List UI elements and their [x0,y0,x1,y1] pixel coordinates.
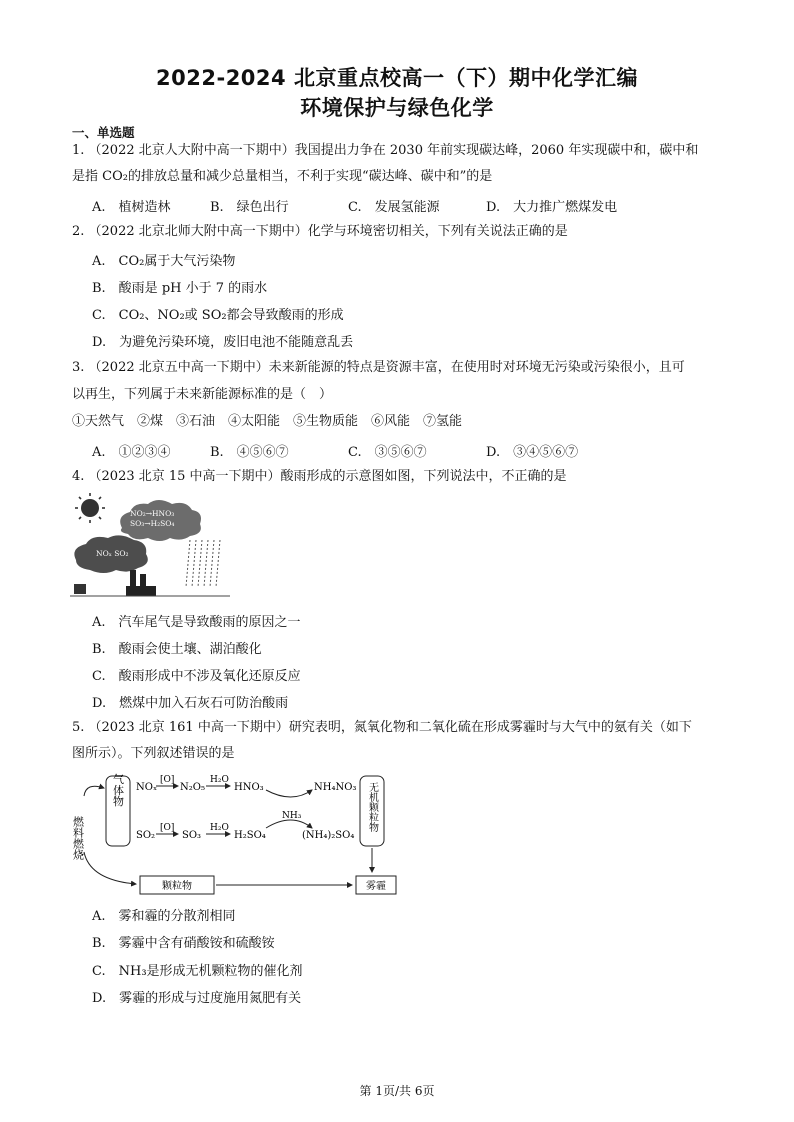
fuel-burning-label [72,815,85,860]
q2-option-c: C. CO₂、NO₂或 SO₂都会导致酸雨的形成 [92,308,344,323]
q4-stem: 4. （2023 北京 15 中高一下期中）酸雨形成的示意图如图，下列说法中，不正确的是 [72,469,567,484]
q5-stem-line2: 图所示）。下列叙述错误的是 [72,746,235,761]
nh3-label: NH₃ [282,811,302,821]
rain-icon [186,540,220,587]
r2-so2: SO₂ [136,830,156,841]
q3-stem-line1: 3. （2022 北京五中高一下期中）未来新能源的特点是资源丰富，在使用时对环境无污染或污染很小，且可 [72,360,685,375]
sun-icon [75,493,105,523]
q3-stem-line2: 以再生，下列属于未来新能源标准的是（ ） [72,387,333,402]
acid-rain-diagram [70,492,230,602]
r2-so3: SO₃ [182,830,202,841]
page-subtitle: 环境保护与绿色化学 [300,96,494,120]
q5-option-d: D. 雾霾的形成与过度施用氮肥有关 [92,991,302,1006]
r2-nh4so4: (NH₄)₂SO₄ [302,830,355,841]
q5-option-c: C. NH₃是形成无机颗粒物的催化剂 [92,964,303,979]
q5-option-b: B. 雾霾中含有硝酸铵和硫酸铵 [92,936,275,951]
q5-stem-line1: 5. （2023 北京 161 中高一下期中）研究表明，氮氧化物和二氧化硫在形成雾霾时与大气中的氨有关（如下 [72,720,692,735]
section-heading: 一、单选题 [72,125,135,140]
r1-hno3: HNO₃ [234,782,264,793]
q1-option-b: B. 绿色出行 [210,200,289,215]
cloud-label-2: SO₃→H₂SO₄ [130,519,175,528]
q3-option-c: C. ③⑤⑥⑦ [348,445,427,460]
smoke-label: NOₓ SO₂ [96,549,129,558]
r2-o: [O] [160,823,175,833]
page-title: 2022-2024 北京重点校高一（下）期中化学汇编 [156,66,638,90]
q3-items: ①天然气 ②煤 ③石油 ④太阳能 ⑤生物质能 ⑥风能 ⑦氢能 [72,414,463,429]
q3-option-d: D. ③④⑤⑥⑦ [486,445,579,460]
page-footer: 第 1页/共 6页 [359,1084,435,1098]
q4-option-b: B. 酸雨会使土壤、湖泊酸化 [92,642,262,657]
svg-text:燃料燃烧: 燃料燃烧 [71,816,85,860]
r1-h2o: H₂O [210,775,229,785]
q1-option-d: D. 大力推广燃煤发电 [486,200,618,215]
q4-option-d: D. 燃煤中加入石灰石可防治酸雨 [92,696,289,711]
cloud-label-1: NO₂→HNO₃ [130,509,175,518]
q1-stem-line1: 1. （2022 北京人大附中高一下期中）我国提出力争在 2030 年前实现碳达峰，2060 年实现碳中和，碳中和 [72,143,699,158]
q3-option-a: A. ①②③④ [92,445,171,460]
car-icon [74,584,86,594]
q1-option-a: A. 植树造林 [92,200,171,215]
r1-n2o5: N₂O₅ [180,782,205,793]
smog-formation-diagram [70,768,410,896]
r1-nox: NOₓ [136,782,158,793]
q2-option-b: B. 酸雨是 pH 小于 7 的雨水 [92,281,268,296]
q3-option-b: B. ④⑤⑥⑦ [210,445,289,460]
gas-label: 气体物 [111,773,125,807]
r2-h2o: H₂O [210,823,229,833]
particles-label: 颗粒物 [162,881,192,892]
r1-nh4no3: NH₄NO₃ [314,782,357,793]
q4-option-a: A. 汽车尾气是导致酸雨的原因之一 [92,615,301,630]
q5-option-a: A. 雾和霾的分散剂相同 [92,909,236,924]
q4-option-c: C. 酸雨形成中不涉及氧化还原反应 [92,669,301,684]
q2-stem: 2. （2022 北京北师大附中高一下期中）化学与环境密切相关，下列有关说法正确的是 [72,224,568,239]
q2-option-a: A. CO₂属于大气污染物 [92,254,236,269]
r2-h2so4: H₂SO₄ [234,830,266,841]
q2-option-d: D. 为避免污染环境，废旧电池不能随意乱丢 [92,335,354,350]
r1-o: [O] [160,775,175,785]
smog-label: 雾霾 [366,881,386,892]
factory-icon [126,570,156,596]
q1-option-c: C. 发展氢能源 [348,200,440,215]
inorganic-label: 无机颗粒物 [366,782,378,832]
q1-stem-line2: 是指 CO₂的排放总量和减少总量相当，不利于实现“碳达峰、碳中和”的是 [72,169,493,184]
